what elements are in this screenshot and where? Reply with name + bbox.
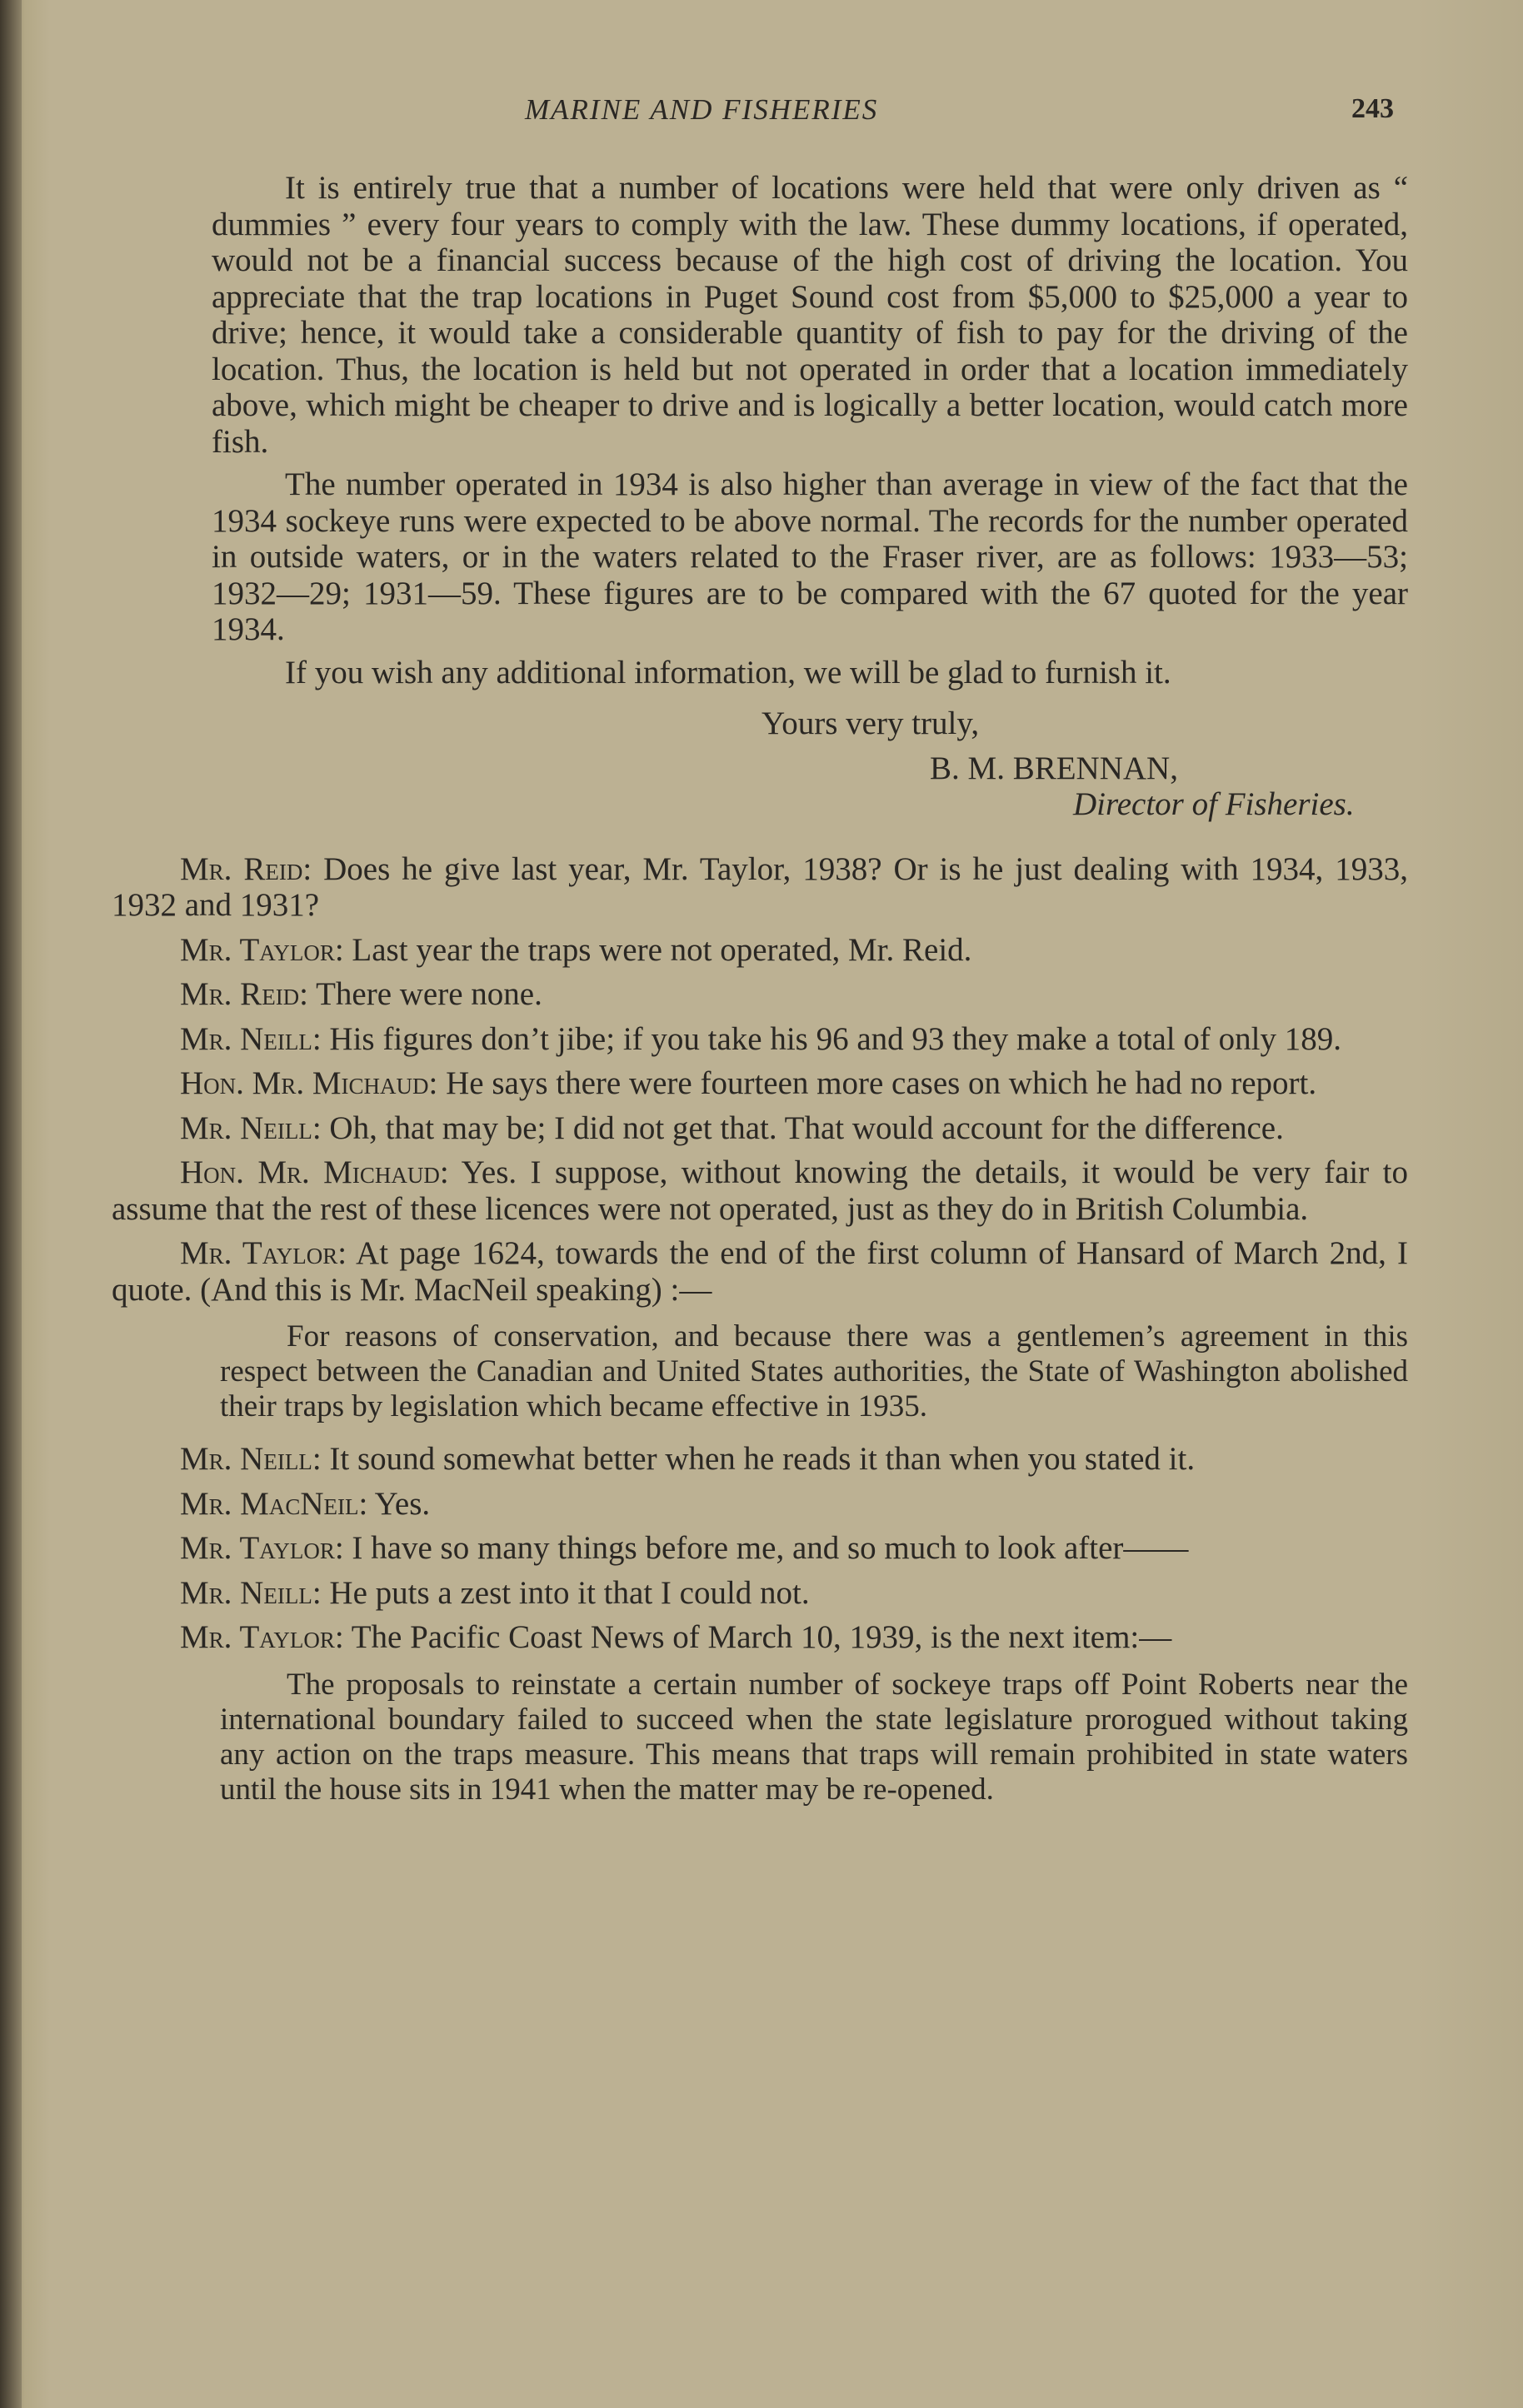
signer-title: Director of Fisheries.: [1073, 786, 1355, 822]
dialogue-paragraph: [112, 1575, 1408, 1612]
speech-text: Oh, that may be; I did not get that. That would account for the difference.: [321, 1109, 1284, 1146]
speech-text: I have so many things before me, and so much to look after——: [343, 1530, 1189, 1566]
page-body: [112, 170, 1408, 1824]
speech-text: He says there were fourteen more cases on which he had no report.: [437, 1065, 1317, 1101]
dialogue-section: [112, 851, 1408, 1807]
speaker-name: Mr. Taylor:: [180, 1619, 344, 1655]
dialogue-paragraph: [112, 1530, 1408, 1567]
block-quote: The proposals to reinstate a certain number of sockeye traps off Point Roberts near the international boundary failed to succeed when the state legislature prorogued without taking any action on the traps measure. This means that traps will remain prohibited in state waters until the house sits in 1941 when the matter may be re-opened.: [220, 1667, 1408, 1807]
speech-text: He puts a zest into it that I could not.: [321, 1574, 810, 1611]
speaker-name: Mr. MacNeil:: [180, 1485, 368, 1522]
dialogue-paragraph: [112, 1441, 1408, 1478]
dialogue-paragraph: [112, 1619, 1408, 1656]
speech-text: Yes.: [367, 1485, 431, 1522]
closing-salutation: Yours very truly,: [762, 705, 980, 741]
dialogue-paragraph: [112, 1235, 1408, 1308]
dialogue-paragraph: [112, 1065, 1408, 1102]
speaker-name: Mr. Reid:: [180, 850, 312, 887]
letter-paragraph: It is entirely true that a number of locations were held that were only driven as “ dummies ” every four years to comply with the law. These dummy locations, if operated, would not be a financial success because of the high cost of driving the location. You appreciate that the trap locations in Puget Sound cost from $5,000 to $25,000 a year to drive; hence, it would take a considerable quantity of fish to pay for the driving of the location. Thus, the location is held but not operated in order that a location immediately above, which might be cheaper to drive and is logically a better location, would catch more fish.: [212, 170, 1408, 460]
speech-text: Last year the traps were not operated, Mr. Reid.: [343, 931, 972, 968]
speech-text: There were none.: [308, 976, 542, 1012]
letter-paragraph: If you wish any additional information, we will be glad to furnish it.: [285, 654, 1171, 690]
page-header: [0, 93, 1523, 135]
speaker-name: Mr. Neill:: [180, 1441, 322, 1477]
speaker-name: Mr. Neill:: [180, 1574, 322, 1611]
dialogue-paragraph: [112, 932, 1408, 969]
letter-closing: [212, 705, 1408, 823]
running-head: MARINE AND FISHERIES: [525, 93, 879, 126]
page-binding-edge: [0, 0, 22, 2408]
speaker-name: Hon. Mr. Michaud:: [180, 1065, 438, 1101]
letter-body: [112, 170, 1408, 823]
dialogue-paragraph: [112, 976, 1408, 1013]
speaker-name: Mr. Taylor:: [180, 1530, 344, 1566]
speaker-name: Mr. Taylor:: [180, 931, 344, 968]
speaker-name: Mr. Neill:: [180, 1020, 322, 1057]
speaker-name: Mr. Taylor:: [180, 1235, 347, 1271]
speech-text: Does he give last year, Mr. Taylor, 1938? Or is he just dealing with 1934, 1933, 1932 and 1931?: [112, 850, 1408, 923]
dialogue-paragraph: [112, 1486, 1408, 1523]
speech-text: Yes. I suppose, without knowing the details, it would be very fair to assume that the rest of these licences were not operated, just as they do in British Columbia.: [112, 1154, 1408, 1227]
speech-text: It sound somewhat better when he reads it than when you stated it.: [321, 1441, 1196, 1477]
signer-name: B. M. BRENNAN,: [930, 750, 1178, 786]
letter-paragraph: The number operated in 1934 is also higher than average in view of the fact that the 1934 sockeye runs were expected to be above normal. The records for the number operated in outside waters, or in the waters related to the Fraser river, are as follows: 1933—53; 1932—29; 1931—59. These figures are to be compared with the 67 quoted for the year 1934.: [212, 466, 1408, 647]
speaker-name: Mr. Neill:: [180, 1109, 322, 1146]
speech-text: At page 1624, towards the end of the first column of Hansard of March 2nd, I quote. (And this is Mr. MacNeil speaking) :—: [112, 1235, 1408, 1308]
dialogue-paragraph: [112, 851, 1408, 924]
speaker-name: Hon. Mr. Michaud:: [180, 1154, 449, 1190]
dialogue-paragraph: [112, 1021, 1408, 1058]
dialogue-paragraph: [112, 1154, 1408, 1227]
dialogue-paragraph: [112, 1110, 1408, 1147]
speaker-name: Mr. Reid:: [180, 976, 309, 1012]
page-number: 243: [1351, 93, 1394, 124]
speech-text: The Pacific Coast News of March 10, 1939, is the next item:—: [343, 1619, 1172, 1655]
speech-text: His figures don’t jibe; if you take his 96 and 93 they make a total of only 189.: [321, 1020, 1341, 1057]
block-quote: For reasons of conservation, and because there was a gentlemen’s agreement in this respect between the Canadian and United States authorities, the State of Washington abolished their traps by legislation which became effective in 1935.: [220, 1319, 1408, 1423]
